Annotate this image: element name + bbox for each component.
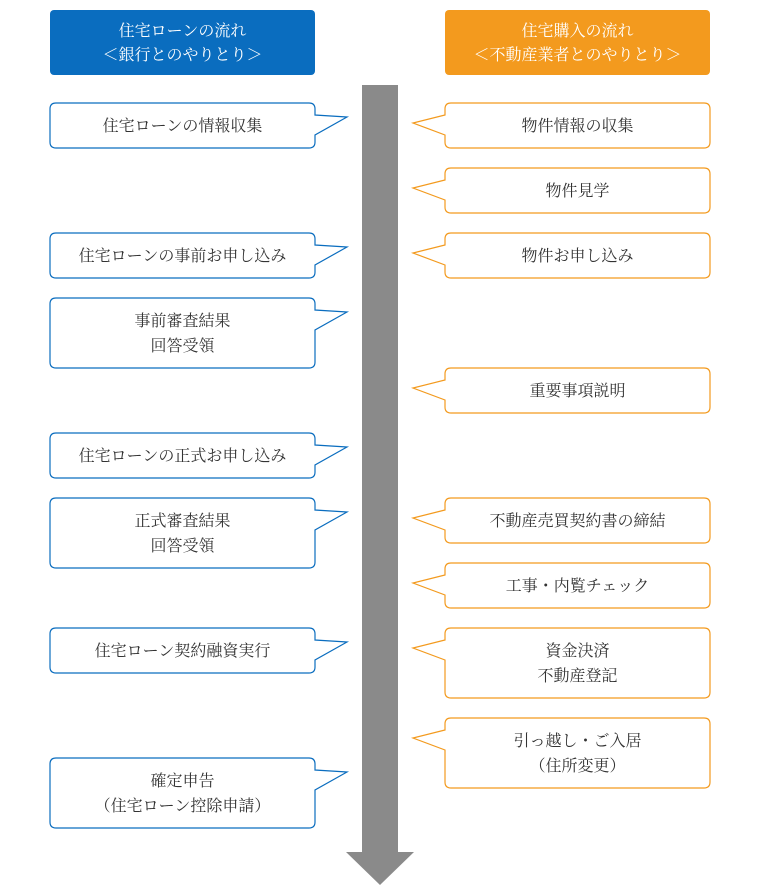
left-step-text: 住宅ローンの事前お申し込み <box>78 246 287 265</box>
right-step-text: 不動産売買契約書の締結 <box>489 511 666 530</box>
realestate-flow-subtitle: ＜不動産業者とのやりとり＞ <box>473 44 682 64</box>
right-step-text: 工事・内覧チェック <box>505 576 650 595</box>
right-step-label <box>445 563 710 608</box>
timeline-arrow <box>346 85 414 885</box>
left-step-text: （住宅ローン控除申請） <box>94 796 271 815</box>
right-step-text: 引っ越し・ご入居 <box>513 731 642 750</box>
right-step-label <box>445 498 710 543</box>
left-step-label <box>50 433 315 478</box>
bank-flow-subtitle: ＜銀行とのやりとり＞ <box>102 44 263 64</box>
left-step-text: 正式審査結果 <box>134 511 231 530</box>
left-step-text: 確定申告 <box>150 771 215 790</box>
right-step-label <box>445 628 710 698</box>
left-step-text: 回答受領 <box>150 336 215 355</box>
right-step-label <box>445 233 710 278</box>
right-step-text: （住所変更） <box>529 756 626 775</box>
left-step-text: 事前審査結果 <box>134 311 231 330</box>
left-step-text: 回答受領 <box>150 536 215 555</box>
right-step-label <box>445 718 710 788</box>
left-step-label <box>50 628 315 673</box>
right-step-text: 資金決済 <box>545 641 610 660</box>
right-step-label <box>445 103 710 148</box>
right-step-label <box>445 168 710 213</box>
bank-flow-title: 住宅ローンの流れ <box>118 20 247 40</box>
right-step-text: 重要事項説明 <box>529 381 626 400</box>
left-step-text: 住宅ローンの情報収集 <box>102 116 263 135</box>
right-step-text: 物件見学 <box>545 181 610 200</box>
realestate-flow-title: 住宅購入の流れ <box>521 20 634 40</box>
left-step-label <box>50 233 315 278</box>
left-step-text: 住宅ローン契約融資実行 <box>94 641 271 660</box>
right-step-text: 物件情報の収集 <box>521 116 634 135</box>
left-step-label <box>50 758 315 828</box>
left-step-label <box>50 498 315 568</box>
right-step-text: 不動産登記 <box>537 666 618 685</box>
left-step-text: 住宅ローンの正式お申し込み <box>78 446 287 465</box>
right-step-label <box>445 368 710 413</box>
left-step-label <box>50 103 315 148</box>
left-step-label <box>50 298 315 368</box>
right-step-text: 物件お申し込み <box>521 246 634 265</box>
